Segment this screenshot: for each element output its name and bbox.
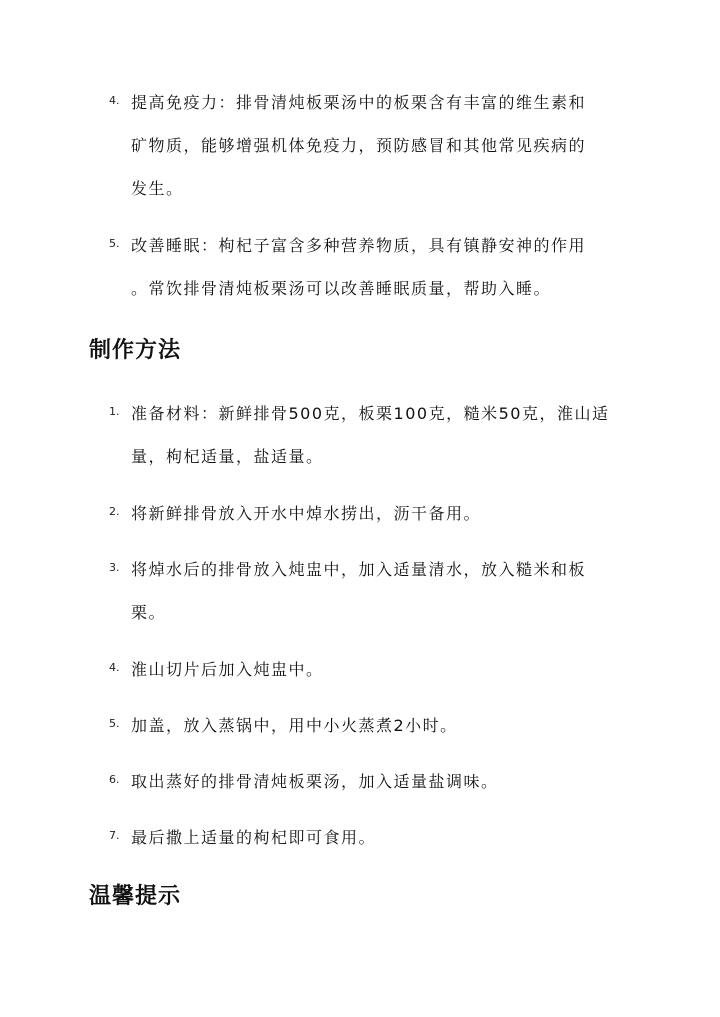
list-text-line: 准备材料：新鲜排骨500克，板栗100克，糙米50克，淮山适: [131, 404, 610, 423]
list-text-line: 加盖，放入蒸锅中，用中小火蒸煮2小时。: [131, 716, 458, 735]
section-heading-method: 制作方法: [89, 338, 182, 363]
list-text-line: 取出蒸好的排骨清炖板栗汤，加入适量盐调味。: [131, 772, 499, 791]
list-text-line: 。常饮排骨清炖板栗汤可以改善睡眠质量，帮助入睡。: [131, 279, 552, 298]
list-number: 7.: [109, 829, 120, 842]
list-number: 6.: [109, 773, 120, 786]
list-text-line: 矿物质，能够增强机体免疫力，预防感冒和其他常见疾病的: [131, 136, 587, 155]
list-text-line: 将新鲜排骨放入开水中焯水捞出，沥干备用。: [131, 504, 482, 523]
list-number: 5.: [109, 237, 120, 250]
list-text-line: 将焯水后的排骨放入炖盅中，加入适量清水，放入糙米和板: [131, 560, 587, 579]
list-number: 4.: [109, 94, 120, 107]
list-text-line: 最后撒上适量的枸杞即可食用。: [131, 828, 377, 847]
list-number: 5.: [109, 717, 120, 730]
list-text-line: 量，枸杞适量，盐适量。: [131, 447, 324, 466]
list-text-line: 改善睡眠：枸杞子富含多种营养物质，具有镇静安神的作用: [131, 236, 587, 255]
list-text-line: 发生。: [131, 179, 184, 198]
section-heading-tips: 温馨提示: [89, 884, 182, 909]
list-number: 1.: [109, 405, 120, 418]
list-text-line: 提高免疫力：排骨清炖板栗汤中的板栗含有丰富的维生素和: [131, 93, 587, 112]
list-number: 2.: [109, 505, 120, 518]
list-number: 4.: [109, 661, 120, 674]
list-text-line: 栗。: [131, 603, 167, 622]
list-text-line: 淮山切片后加入炖盅中。: [131, 660, 324, 679]
list-number: 3.: [109, 561, 120, 574]
